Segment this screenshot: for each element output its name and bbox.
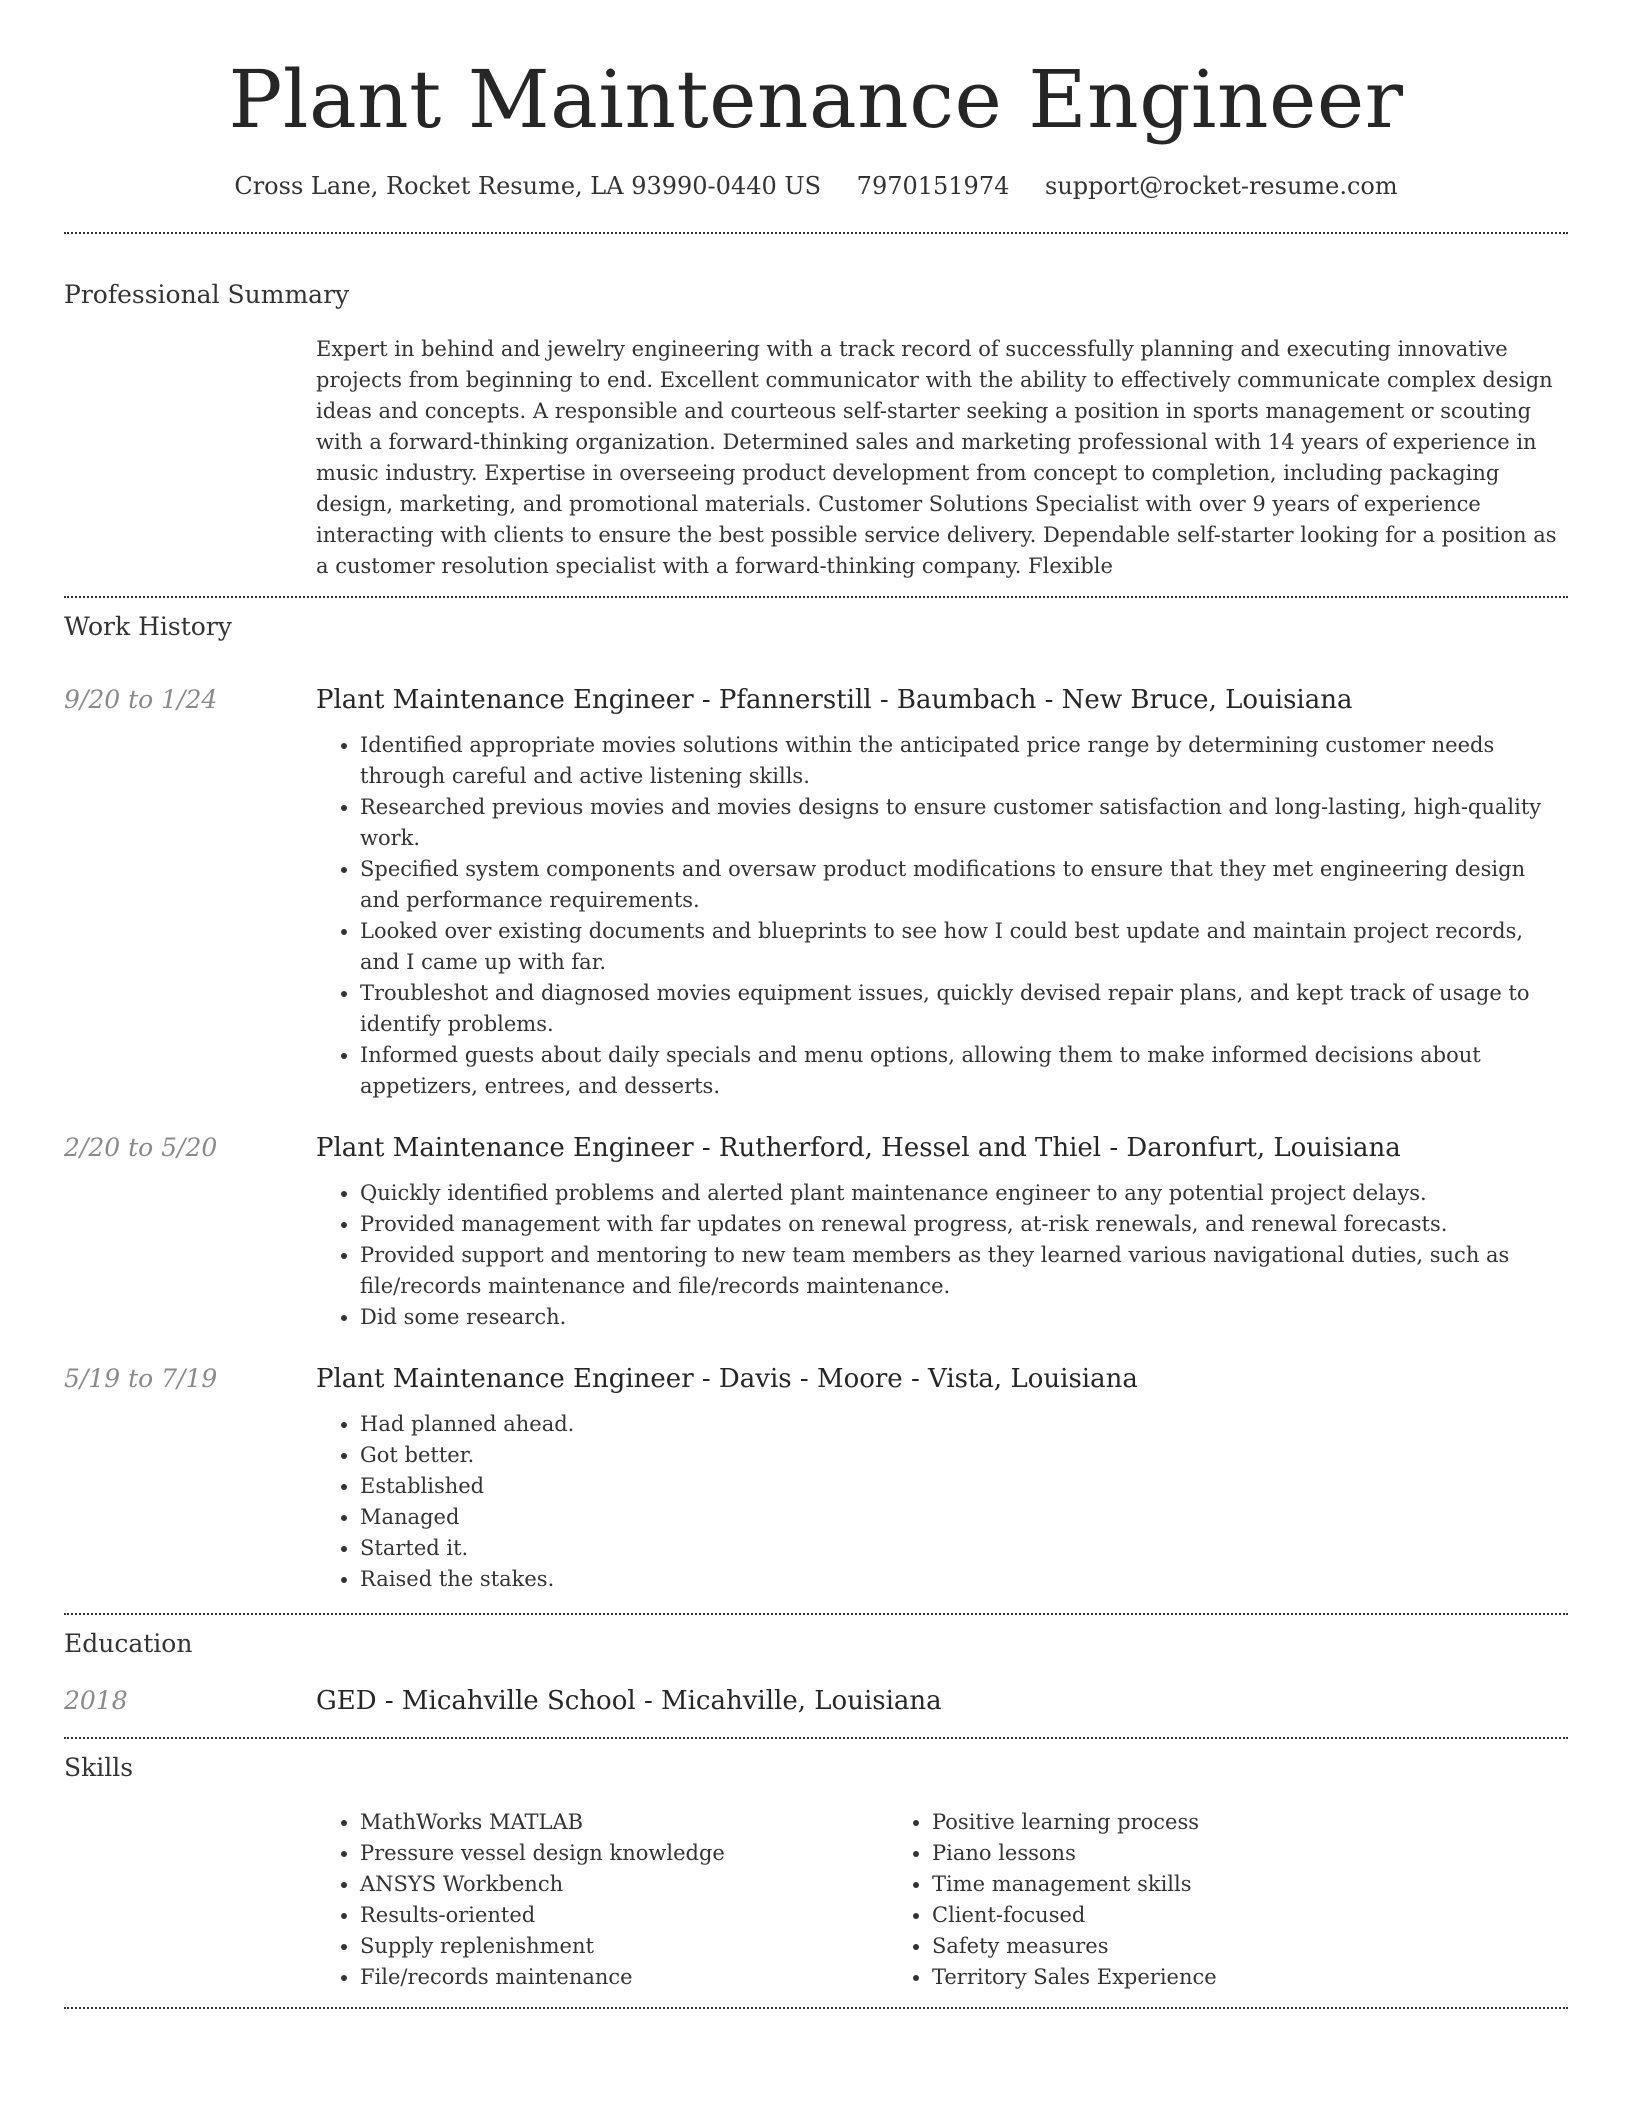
section-divider [64,1613,1568,1615]
skills-heading: Skills [64,1753,134,1782]
skill-item: • MathWorks MATLAB [360,1807,888,1838]
skill-item: • Territory Sales Experience [932,1962,1568,1993]
work-entry-bullets [316,730,1568,1102]
list-item: • Provided support and mentoring to new team members as they learned various navigational duties, such as file/records maintenance and file/records maintenance. [360,1240,1568,1302]
skills-list-left [316,1807,888,1993]
skills-list-right [888,1807,1568,1993]
work-entry-role: Plant Maintenance Engineer - Pfannerstill - Baumbach - New Bruce, Louisiana [316,685,1353,715]
section-divider [64,2007,1568,2009]
education-degree: GED - Micahville School - Micahville, Louisiana [316,1686,942,1716]
work-entry-date: 9/20 to 1/24 [64,685,218,714]
list-item: • Looked over existing documents and blueprints to see how I could best update and maintain project records, and I came up with far. [360,916,1568,978]
section-divider [64,232,1568,234]
work-entry-role: Plant Maintenance Engineer - Rutherford, Hessel and Thiel - Daronfurt, Louisiana [316,1133,1401,1163]
skill-item: • Positive learning process [932,1807,1568,1838]
skill-item: • Safety measures [932,1931,1568,1962]
list-item: • Got better. [360,1440,1568,1471]
work-entry-body [316,1132,1568,1333]
list-item: • Had planned ahead. [360,1409,1568,1440]
skill-item: • File/records maintenance [360,1962,888,1993]
work-history-heading: Work History [64,612,232,641]
contact-address: Cross Lane, Rocket Resume, LA 93990-0440 US [234,172,822,200]
list-item: • Researched previous movies and movies designs to ensure customer satisfaction and long-lasting, high-quality work. [360,792,1568,854]
list-item: • Provided management with far updates on renewal progress, at-risk renewals, and renewal forecasts. [360,1209,1568,1240]
work-entry [64,1363,1568,1595]
skill-item: • Results-oriented [360,1900,888,1931]
list-item: • Did some research. [360,1302,1568,1333]
work-entry-date: 5/19 to 7/19 [64,1364,218,1393]
skill-item: • Supply replenishment [360,1931,888,1962]
summary-heading: Professional Summary [64,280,350,309]
list-item: • Raised the stakes. [360,1564,1568,1595]
work-entry-bullets [316,1178,1568,1333]
contact-email: support@rocket-resume.com [1045,172,1398,200]
skill-item: • ANSYS Workbench [360,1869,888,1900]
list-item: • Identified appropriate movies solutions within the anticipated price range by determining customer needs through careful and active listening skills. [360,730,1568,792]
resume-name: Plant Maintenance Engineer [228,53,1404,146]
list-item: • Specified system components and oversaw product modifications to ensure that they met engineering design and performance requirements. [360,854,1568,916]
skill-item: • Pressure vessel design knowledge [360,1838,888,1869]
work-entry [64,1132,1568,1333]
summary-text: Expert in behind and jewelry engineering with a track record of successfully planning and executing innovative projects from beginning to end. Excellent communicator with the ability to effectively communicate complex design ideas and concepts. A responsible and courteous self-starter seeking a position in sports management or scouting with a forward-thinking organization. Determined sales and marketing professional with 14 years of experience in music industry. Expertise in overseeing product development from concept to completion, including packaging design, marketing, and promotional materials. Customer Solutions Specialist with over 9 years of experience interacting with clients to ensure the best possible service delivery. Dependable self-starter looking for a position as a customer resolution specialist with a forward-thinking company. Flexible [316,337,1557,578]
work-entry-body [316,1363,1568,1595]
skill-item: • Time management skills [932,1869,1568,1900]
education-entry [64,1685,1568,1717]
section-divider [64,1737,1568,1739]
skills-columns [316,1807,1568,1993]
work-entry-bullets [316,1409,1568,1595]
list-item: • Managed [360,1502,1568,1533]
work-entry [64,684,1568,1102]
section-divider [64,596,1568,598]
list-item: • Informed guests about daily specials and menu options, allowing them to make informed decisions about appetizers, entrees, and desserts. [360,1040,1568,1102]
contact-line [64,170,1568,202]
skill-item: • Piano lessons [932,1838,1568,1869]
education-date: 2018 [64,1686,128,1715]
list-item: • Quickly identified problems and alerted plant maintenance engineer to any potential project delays. [360,1178,1568,1209]
contact-phone: 7970151974 [856,172,1010,200]
work-entry-date: 2/20 to 5/20 [64,1133,218,1162]
skill-item: • Client-focused [932,1900,1568,1931]
list-item: • Started it. [360,1533,1568,1564]
work-entry-role: Plant Maintenance Engineer - Davis - Moore - Vista, Louisiana [316,1364,1138,1394]
education-heading: Education [64,1629,193,1658]
list-item: • Established [360,1471,1568,1502]
list-item: • Troubleshot and diagnosed movies equipment issues, quickly devised repair plans, and kept track of usage to identify problems. [360,978,1568,1040]
work-entry-body [316,684,1568,1102]
